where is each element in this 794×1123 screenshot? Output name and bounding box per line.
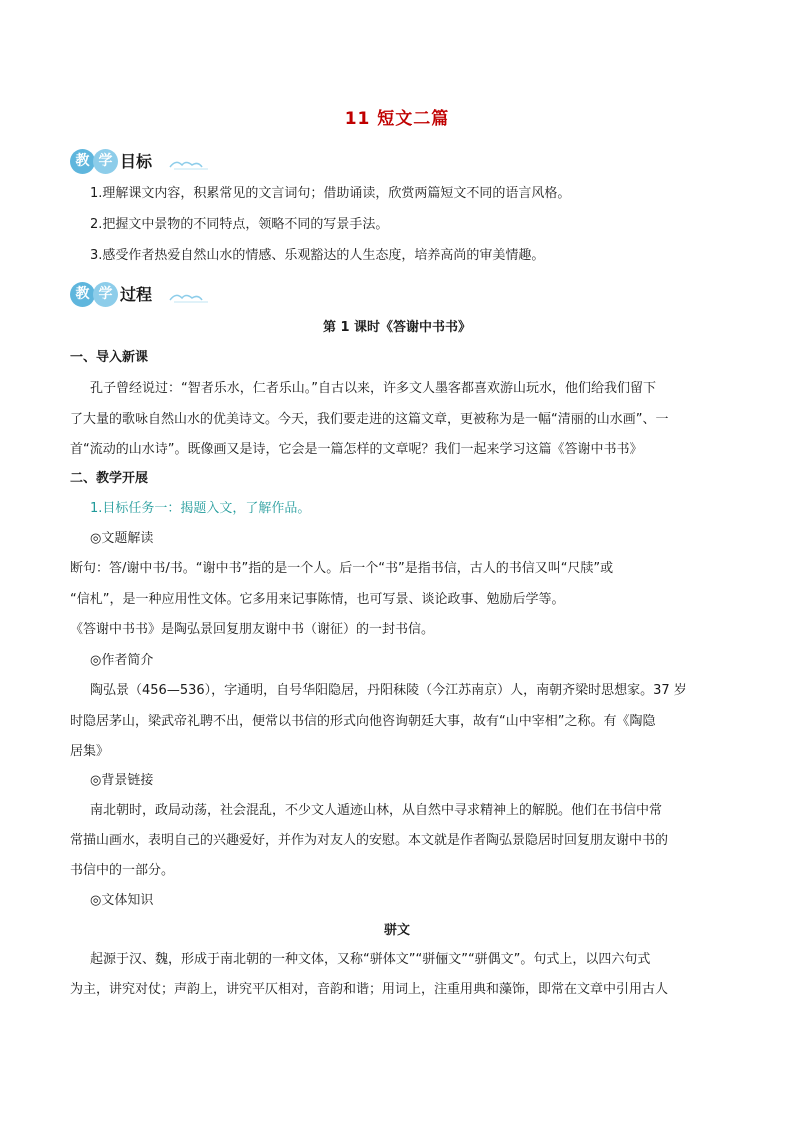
task-heading: 1.目标任务一：揭题入文，了解作品。 — [90, 501, 311, 516]
part-heading: 一、导入新课 — [70, 350, 149, 365]
section-badge: 教 — [70, 149, 95, 174]
goal-item: 3.感受作者热爱自然山水的情感、乐观豁达的人生态度，培养高尚的审美情趣。 — [90, 248, 545, 263]
section-badge: 学 — [93, 282, 118, 307]
paragraph-line: 南北朝时，政局动荡，社会混乱，不少文人遁迹山林，从自然中寻求精神上的解脱。他们在书信中常 — [90, 803, 663, 818]
intro-line: 了大量的歌咏自然山水的优美诗文。今天，我们要走进的这篇文章，更被称为是一幅“清丽的山水画”、一 — [70, 412, 669, 427]
intro-line: 孔子曾经说过：“智者乐水，仁者乐山。”自古以来，许多文人墨客都喜欢游山玩水，他们给我们留下 — [90, 381, 656, 396]
document-title: 11 短文二篇 — [344, 109, 450, 129]
sub-heading: ◎背景链接 — [90, 773, 154, 788]
intro-line: 首“流动的山水诗”。既像画又是诗，它会是一篇怎样的文章呢？我们一起来学习这篇《答谢中书书》 — [70, 442, 643, 457]
paragraph-line: 居集》 — [70, 744, 110, 759]
goal-item: 2.把握文中景物的不同特点，领略不同的写景手法。 — [90, 217, 389, 232]
paragraph-line: 断句：答/谢中书/书。“谢中书”指的是一个人。后一个“书”是指书信，古人的书信又叫“尺牍”或 — [70, 561, 614, 576]
paragraph-line: 起源于汉、魏，形成于南北朝的一种文体，又称“骈体文”“骈俪文”“骈偶文”。句式上，以四六句式 — [90, 952, 651, 967]
section-label: 目标 — [120, 152, 153, 171]
goal-item: 1.理解课文内容，积累常见的文言词句；借助诵读，欣赏两篇短文不同的语言风格。 — [90, 186, 571, 201]
paragraph-line: 书信中的一部分。 — [70, 863, 175, 878]
paragraph-line: 陶弘景（456—536），字通明，自号华阳隐居，丹阳秣陵（今江苏南京）人，南朝齐梁时思想家。37 岁 — [90, 683, 687, 698]
paragraph-line: 时隐居茅山，梁武帝礼聘不出，便常以书信的形式向他咨询朝廷大事，故有“山中宰相”之称。有《陶隐 — [70, 714, 656, 729]
sub-heading: ◎作者简介 — [90, 653, 154, 668]
paragraph-line: 常描山画水，表明自己的兴趣爱好，并作为对友人的安慰。本文就是作者陶弘景隐居时回复朋友谢中书的 — [70, 833, 669, 848]
paragraph-line: 为主，讲究对仗；声韵上，讲究平仄相对，音韵和谐；用词上，注重用典和藻饰，即常在文章中引用古人 — [70, 982, 669, 997]
cloud-decoration-icon — [168, 290, 248, 304]
paragraph-line: 《答谢中书书》是陶弘景回复朋友谢中书（谢征）的一封书信。 — [70, 622, 435, 637]
section-label: 过程 — [120, 285, 153, 304]
genre-title: 骈文 — [383, 923, 410, 938]
section-badge: 教 — [70, 282, 95, 307]
sub-heading: ◎文题解读 — [90, 531, 154, 546]
part-heading: 二、教学开展 — [70, 471, 149, 486]
section-badge: 学 — [93, 149, 118, 174]
cloud-decoration-icon — [168, 157, 248, 171]
sub-heading: ◎文体知识 — [90, 893, 154, 908]
section-heading-process — [70, 281, 230, 311]
paragraph-line: “信札”，是一种应用性文体。它多用来记事陈情，也可写景、谈论政事、勉励后学等。 — [70, 592, 565, 607]
section-heading-goals — [70, 148, 230, 178]
lesson-title: 第 1 课时《答谢中书书》 — [322, 320, 472, 335]
